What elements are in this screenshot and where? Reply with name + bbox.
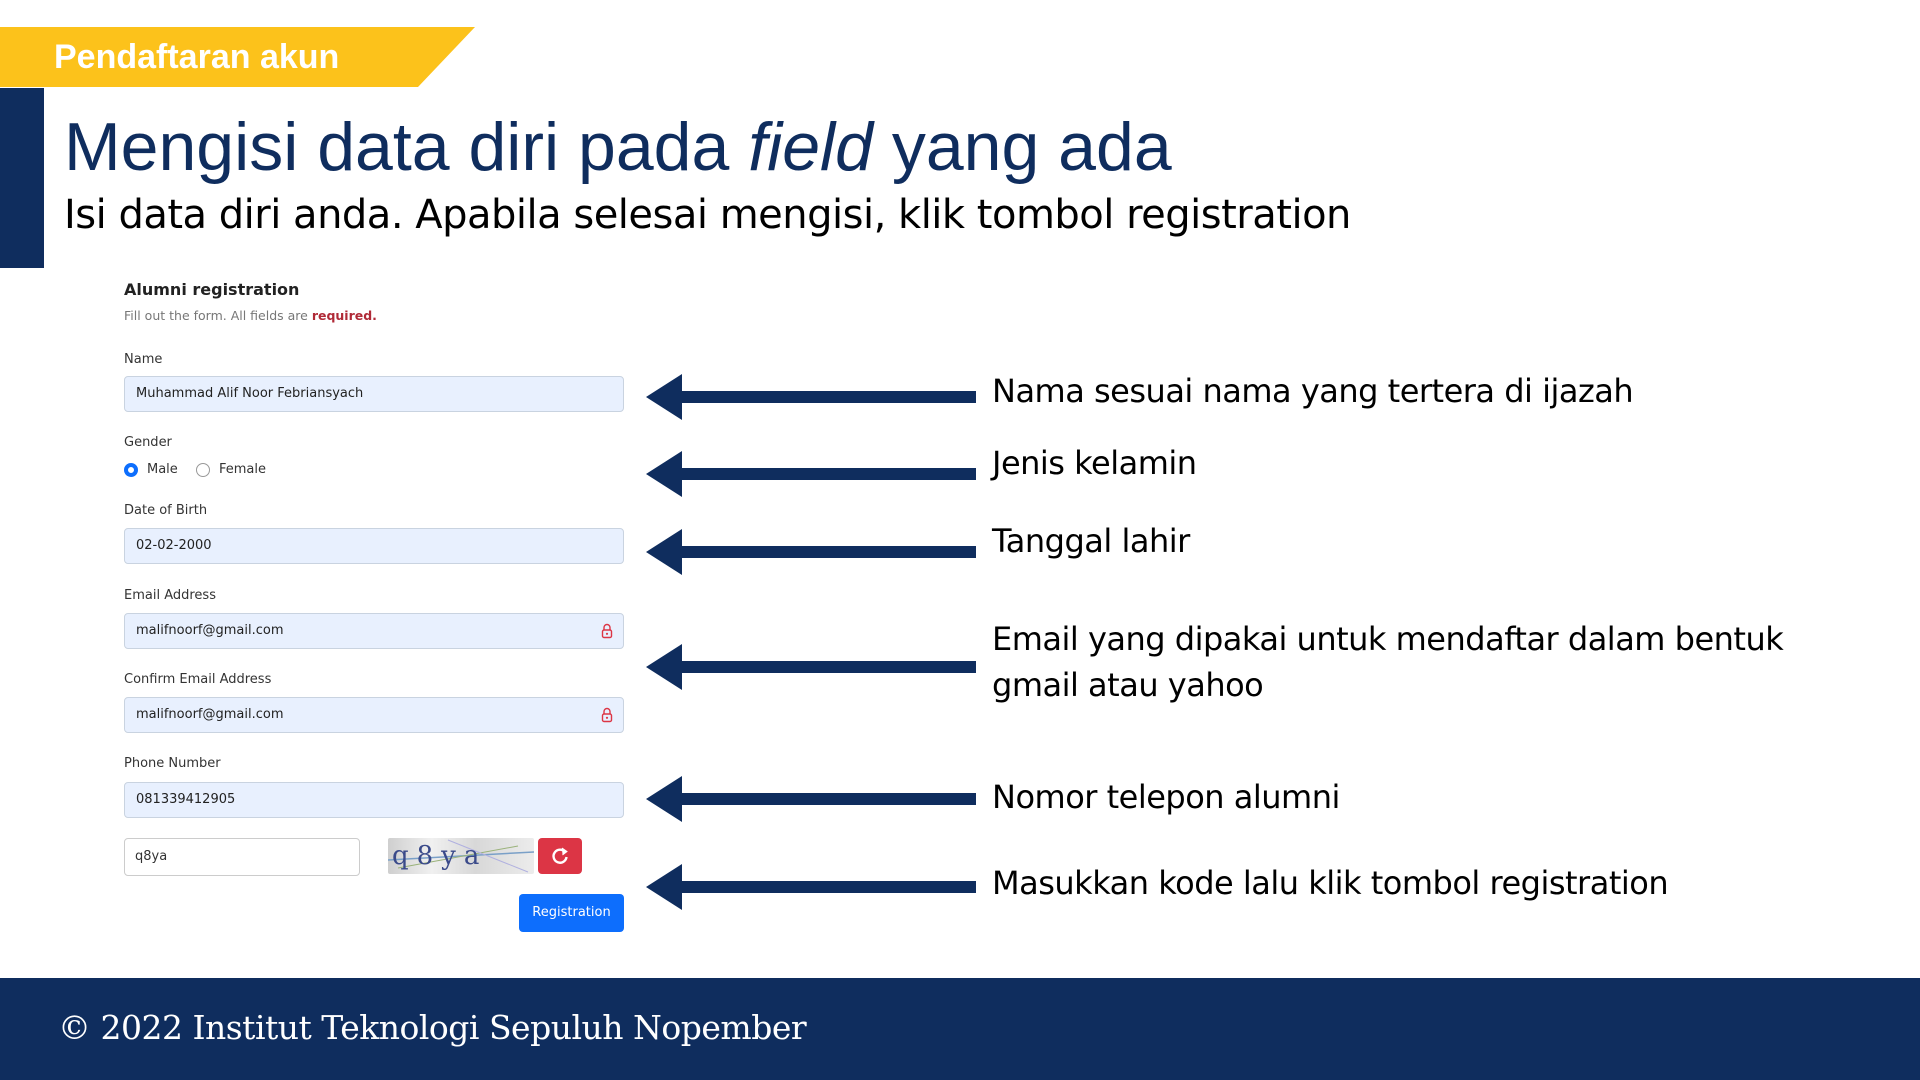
arrow-left-icon xyxy=(644,862,980,912)
gender-female-radio[interactable] xyxy=(196,463,210,477)
page-title xyxy=(64,108,1172,186)
phone-label: Phone Number xyxy=(124,756,221,771)
lock-icon[interactable] xyxy=(601,707,613,723)
gender-male-radio[interactable] xyxy=(124,463,138,477)
required-text: required. xyxy=(311,308,377,323)
footer-bar xyxy=(0,978,1920,1080)
lock-icon[interactable] xyxy=(601,623,613,639)
confirm-email-input-value: malifnoorf@gmail.com xyxy=(136,707,284,722)
form-note-text: Fill out the form. All fields are xyxy=(124,308,312,323)
title-italic: field xyxy=(748,109,873,185)
captcha-graphic xyxy=(388,838,534,874)
arrow-left-icon xyxy=(644,642,980,692)
title-text-1: Mengisi data diri pada xyxy=(64,109,749,185)
form-title: Alumni registration xyxy=(124,280,300,299)
section-tag-label: Pendaftaran akun xyxy=(54,38,340,76)
name-input[interactable]: Muhammad Alif Noor Febriansyach xyxy=(124,376,624,412)
confirm-email-label: Confirm Email Address xyxy=(124,672,272,687)
confirm-email-input[interactable] xyxy=(124,697,624,733)
arrow-left-icon xyxy=(644,372,980,422)
email-input[interactable] xyxy=(124,613,624,649)
note-gender: Jenis kelamin xyxy=(992,444,1197,482)
registration-button[interactable]: Registration xyxy=(519,894,624,932)
note-captcha: Masukkan kode lalu klik tombol registration xyxy=(992,864,1669,902)
email-label: Email Address xyxy=(124,588,216,603)
dob-input[interactable]: 02-02-2000 xyxy=(124,528,624,564)
page-subtitle: Isi data diri anda. Apabila selesai mengisi, klik tombol registration xyxy=(64,192,1351,238)
dob-label: Date of Birth xyxy=(124,503,208,518)
form-note xyxy=(124,308,377,323)
arrow-left-icon xyxy=(644,527,980,577)
title-text-2: yang ada xyxy=(872,109,1172,185)
footer-copyright: © 2022 Institut Teknologi Sepuluh Nopember xyxy=(58,1008,807,1047)
captcha-refresh-button[interactable] xyxy=(538,838,582,874)
name-label: Name xyxy=(124,352,163,367)
note-name: Nama sesuai nama yang tertera di ijazah xyxy=(992,372,1634,410)
captcha-image xyxy=(388,838,534,874)
note-email-line1: Email yang dipakai untuk mendaftar dalam bentuk xyxy=(992,620,1784,658)
note-phone: Nomor telepon alumni xyxy=(992,778,1340,816)
gender-female-label[interactable]: Female xyxy=(219,462,267,477)
note-email-line2: gmail atau yahoo xyxy=(992,666,1264,704)
arrow-left-icon xyxy=(644,449,980,499)
captcha-input[interactable]: q8ya xyxy=(124,838,360,876)
refresh-icon xyxy=(538,838,582,874)
note-email xyxy=(992,616,1783,708)
email-input-value: malifnoorf@gmail.com xyxy=(136,623,284,638)
captcha-text: q8ya xyxy=(392,841,488,871)
arrow-left-icon xyxy=(644,774,980,824)
phone-input[interactable]: 081339412905 xyxy=(124,782,624,818)
gender-male-label[interactable]: Male xyxy=(147,462,178,477)
gender-label: Gender xyxy=(124,435,172,450)
note-dob: Tanggal lahir xyxy=(992,522,1190,560)
left-accent-bar xyxy=(0,88,44,268)
